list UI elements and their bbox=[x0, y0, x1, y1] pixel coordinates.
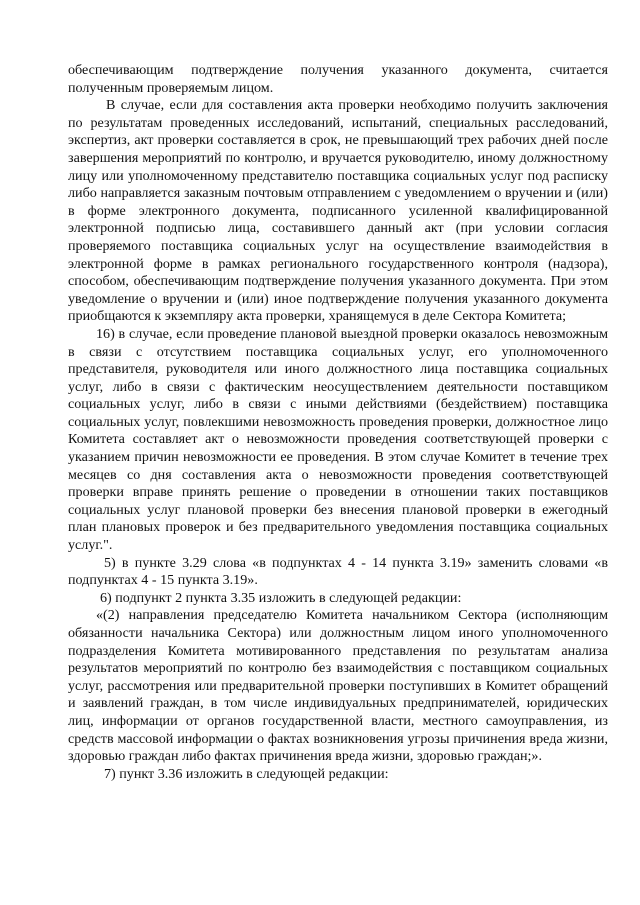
paragraph-item-6: 6) подпункт 2 пункта 3.35 изложить в следующей редакции: bbox=[100, 589, 462, 606]
paragraph-inspection-act: В случае, если для составления акта проверки необходимо получить заключения по результатам проведенных исследований, испытаний, специальных расследований, экспертиз, акт проверки составляется в срок, не превышающий трех рабочих дней после завершения мероприятий по контролю, и вручается руководителю, иному должностному лицу или уполномоченному представителю поставщика социальных услуг под расписку либо направляется заказным почтовым отправлением с уведомлением о вручении и (или) в форме электронного документа, подписанного усиленной квалифицированной электронной подписью лица, составившего данный акт (при условии согласия проверяемого поставщика социальных услуг на осуществление взаимодействия в электронной форме в рамках регионального государственного контроля (надзора), способом, обеспечивающим подтверждение получения указанного документа. При этом уведомление о вручении и (или) иное подтверждение получения указанного документа приобщаются к экземпляру акта проверки, хранящемуся в деле Сектора Комитета; bbox=[68, 97, 608, 325]
paragraph-item-5: 5) в пункте 3.29 слова «в подпунктах 4 - 14 пункта 3.19» заменить словами «в подпунктах 4 - 15 пункта 3.19». bbox=[68, 554, 608, 589]
paragraph-subitem-2: «(2) направления председателю Комитета начальником Сектора (исполняющим обязанности начальника Сектора) или должностным лицом иного уполномоченного подразделения Комитета мотивированного представления по результатам анализа результатов мероприятий по контролю без взаимодействия с поставщиком социальных услуг, рассмотрения или предварительной проверки поступивших в Комитет обращений и заявлений граждан, в том числе индивидуальных предпринимателей, юридических лиц, информации от органов государственной власти, местного самоуправления, из средств массовой информации о фактах возникновения угрозы причинения вреда жизни, здоровью граждан либо фактах причинения вреда жизни, здоровью граждан;». bbox=[68, 607, 608, 765]
paragraph-item-16: 16) в случае, если проведение плановой выездной проверки оказалось невозможным в связи с отсутствием поставщика социальных услуг, его уполномоченного представителя, руководителя или иного должностного лица поставщика социальных услуг, либо в связи с фактическим неосуществлением деятельности поставщиком социальных услуг, либо в связи с иными действиями (бездействием) поставщика социальных услуг, повлекшими невозможность проведения проверки, должностное лицо Комитета составляет акт о невозможности проведения соответствующей проверки с указанием причин невозможности ее проведения. В этом случае Комитет в течение трех месяцев со дня составления акта о невозможности проведения соответствующей проверки вправе принять решение о проведении в отношении таких поставщиков социальных услуг плановой проверки без внесения плановой проверки в ежегодный план плановых проверок и без предварительного уведомления поставщика социальных услуг.". bbox=[68, 325, 608, 554]
paragraph-continuation: обеспечивающим подтверждение получения указанного документа, считается полученным проверяемым лицом. bbox=[68, 62, 608, 96]
paragraph-item-7: 7) пункт 3.36 изложить в следующей редакции: bbox=[104, 765, 389, 782]
document-page bbox=[68, 62, 608, 783]
